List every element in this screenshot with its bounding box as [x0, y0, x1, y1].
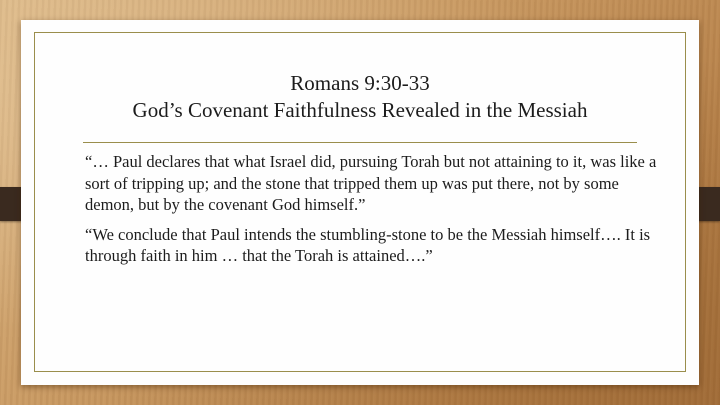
title-line-1: Romans 9:30-33 [290, 71, 430, 95]
slide-body [85, 151, 659, 275]
slide-card [21, 20, 699, 385]
title-divider [83, 142, 637, 143]
quote-paragraph-1: “… Paul declares that what Israel did, pursuing Torah but not attaining to it, was like a sort of tripping up; and the stone that tripped them up was put there, not by some demon, but by the covenant God himself.” [85, 152, 657, 214]
title-line-2: God’s Covenant Faithfulness Revealed in the Messiah [132, 98, 588, 122]
slide-title [21, 70, 699, 124]
quote-paragraph-2: “We conclude that Paul intends the stumbling-stone to be the Messiah himself…. It is through faith in him … that the Torah is attained….” [85, 224, 651, 265]
